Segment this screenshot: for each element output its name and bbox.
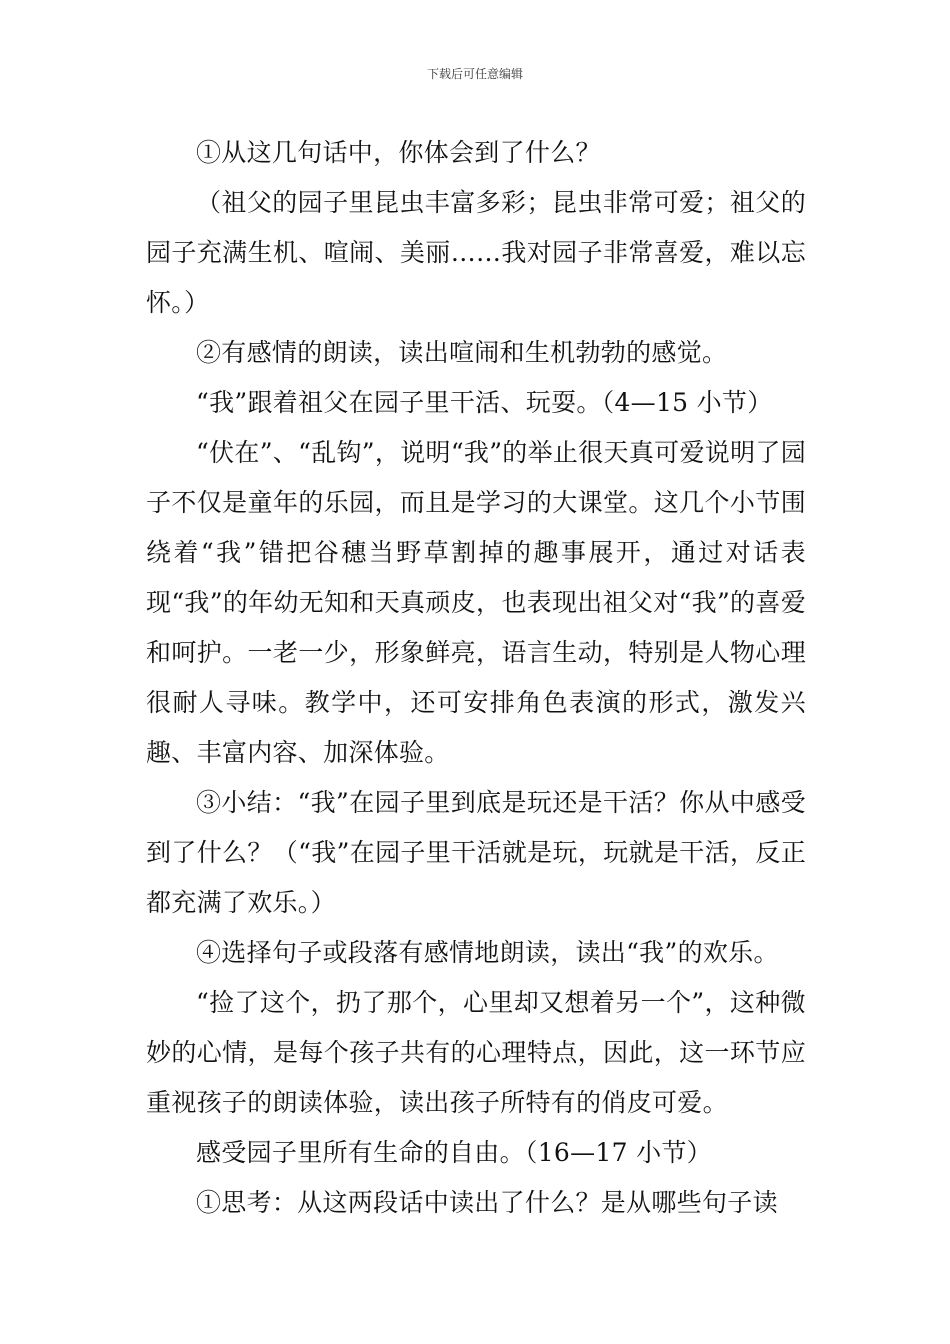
paragraph: ④选择句子或段落有感情地朗读，读出“我”的欢乐。 — [196, 938, 779, 967]
page-header-note: 下载后可任意编辑 — [426, 67, 523, 81]
paragraph: ①从这几句话中，你体会到了什么？ — [196, 138, 601, 167]
paragraph: “我”跟着祖父在园子里干活、玩耍。（4—15 小节） — [196, 388, 773, 417]
paragraph: “伏在”、“乱钩”，说明“我”的举止很天真可爱说明了园子不仅是童年的乐园，而且是学习的大课堂。这几个小节围绕着“我”错把谷穗当野草割掉的趣事展开，通过对话表现“我”的年幼无知和天真顽皮，也表现出祖父对“我”的喜爱和呵护。一老一少，形象鲜亮，语言生动，特别是人物心理很耐人寻味。教学中，还可安排角色表演的形式，激发兴趣、丰富内容、加深体验。 — [146, 438, 806, 767]
document-body — [146, 128, 806, 1228]
paragraph: ①思考：从这两段话中读出了什么？是从哪些句子读 — [196, 1188, 778, 1217]
paragraph: ②有感情的朗读，读出喧闹和生机勃勃的感觉。 — [196, 338, 728, 367]
paragraph: “捡了这个，扔了那个，心里却又想着另一个”，这种微妙的心情，是每个孩子共有的心理特点，因此，这一环节应重视孩子的朗读体验，读出孩子所特有的俏皮可爱。 — [146, 988, 806, 1117]
paragraph: ③小结：“我”在园子里到底是玩还是干活？你从中感受到了什么？（“我”在园子里干活就是玩，玩就是干活，反正都充满了欢乐。） — [146, 788, 806, 917]
paragraph: 感受园子里所有生命的自由。（16—17 小节） — [196, 1138, 712, 1167]
paragraph: （祖父的园子里昆虫丰富多彩；昆虫非常可爱；祖父的园子充满生机、喧闹、美丽……我对园子非常喜爱，难以忘怀。） — [146, 188, 806, 317]
